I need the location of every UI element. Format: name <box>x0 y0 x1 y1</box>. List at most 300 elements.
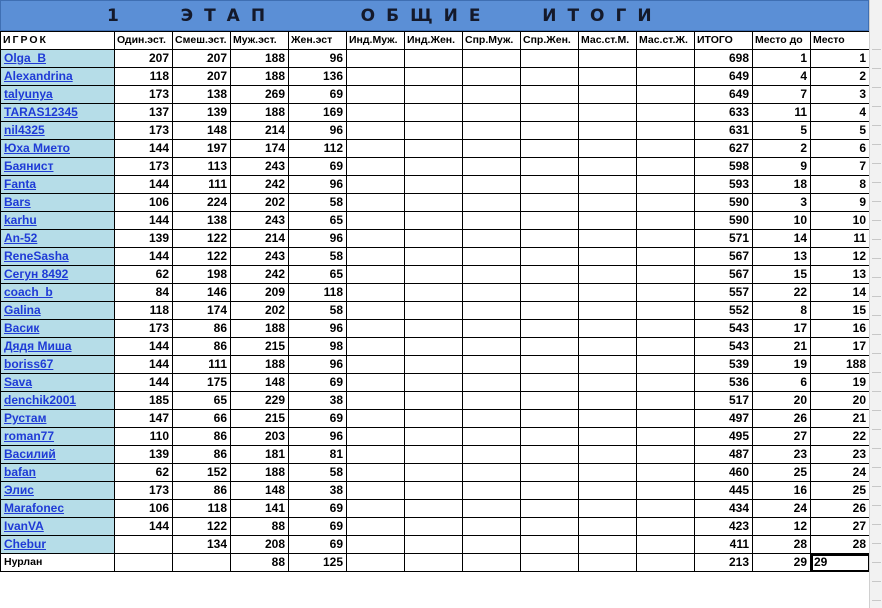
score-cell[interactable]: 24 <box>811 464 870 482</box>
player-name-cell[interactable]: bafan <box>1 464 115 482</box>
score-cell[interactable]: 20 <box>811 392 870 410</box>
column-header[interactable]: Мас.ст.Ж. <box>637 32 695 50</box>
score-cell[interactable]: 69 <box>289 536 347 554</box>
score-cell[interactable]: 497 <box>695 410 753 428</box>
score-cell[interactable] <box>637 338 695 356</box>
score-cell[interactable]: 215 <box>231 410 289 428</box>
player-name-cell[interactable]: Сегун 8492 <box>1 266 115 284</box>
score-cell[interactable] <box>463 320 521 338</box>
score-cell[interactable]: 214 <box>231 230 289 248</box>
player-name-cell[interactable]: Chebur <box>1 536 115 554</box>
score-cell[interactable]: 88 <box>231 518 289 536</box>
score-cell[interactable] <box>463 212 521 230</box>
score-cell[interactable] <box>405 248 463 266</box>
score-cell[interactable]: 23 <box>753 446 811 464</box>
score-cell[interactable] <box>579 248 637 266</box>
score-cell[interactable] <box>347 194 405 212</box>
score-cell[interactable] <box>579 320 637 338</box>
score-cell[interactable]: 28 <box>753 536 811 554</box>
score-cell[interactable]: 627 <box>695 140 753 158</box>
score-cell[interactable] <box>579 446 637 464</box>
score-cell[interactable] <box>579 266 637 284</box>
score-cell[interactable]: 15 <box>753 266 811 284</box>
column-header[interactable]: Место <box>811 32 870 50</box>
score-cell[interactable]: 10 <box>753 212 811 230</box>
score-cell[interactable] <box>405 482 463 500</box>
score-cell[interactable] <box>347 212 405 230</box>
score-cell[interactable]: 202 <box>231 194 289 212</box>
score-cell[interactable] <box>463 428 521 446</box>
score-cell[interactable] <box>347 302 405 320</box>
score-cell[interactable]: 25 <box>753 464 811 482</box>
score-cell[interactable] <box>405 554 463 572</box>
score-cell[interactable]: 96 <box>289 356 347 374</box>
score-cell[interactable] <box>463 140 521 158</box>
score-cell[interactable] <box>637 320 695 338</box>
score-cell[interactable] <box>637 122 695 140</box>
score-cell[interactable]: 152 <box>173 464 231 482</box>
score-cell[interactable] <box>521 536 579 554</box>
score-cell[interactable]: 213 <box>695 554 753 572</box>
score-cell[interactable] <box>521 248 579 266</box>
score-cell[interactable] <box>347 428 405 446</box>
score-cell[interactable]: 96 <box>289 122 347 140</box>
score-cell[interactable]: 7 <box>753 86 811 104</box>
score-cell[interactable] <box>347 140 405 158</box>
score-cell[interactable]: 207 <box>115 50 173 68</box>
score-cell[interactable]: 203 <box>231 428 289 446</box>
score-cell[interactable] <box>637 302 695 320</box>
score-cell[interactable] <box>579 464 637 482</box>
score-cell[interactable]: 148 <box>231 482 289 500</box>
score-cell[interactable]: 567 <box>695 248 753 266</box>
score-cell[interactable]: 98 <box>289 338 347 356</box>
player-name-cell[interactable]: boriss67 <box>1 356 115 374</box>
selected-cell[interactable]: 29 <box>811 554 870 572</box>
score-cell[interactable] <box>637 284 695 302</box>
score-cell[interactable] <box>579 194 637 212</box>
score-cell[interactable]: 122 <box>173 518 231 536</box>
score-cell[interactable] <box>405 284 463 302</box>
score-cell[interactable]: 185 <box>115 392 173 410</box>
score-cell[interactable]: 539 <box>695 356 753 374</box>
score-cell[interactable]: 138 <box>173 212 231 230</box>
score-cell[interactable]: 7 <box>811 158 870 176</box>
score-cell[interactable] <box>347 518 405 536</box>
score-cell[interactable]: 81 <box>289 446 347 464</box>
score-cell[interactable] <box>463 500 521 518</box>
score-cell[interactable]: 26 <box>811 500 870 518</box>
column-header[interactable]: ИТОГО <box>695 32 753 50</box>
score-cell[interactable] <box>405 518 463 536</box>
score-cell[interactable]: 173 <box>115 86 173 104</box>
score-cell[interactable]: 598 <box>695 158 753 176</box>
score-cell[interactable]: 21 <box>811 410 870 428</box>
score-cell[interactable] <box>579 68 637 86</box>
score-cell[interactable]: 6 <box>811 140 870 158</box>
score-cell[interactable] <box>463 536 521 554</box>
score-cell[interactable] <box>347 122 405 140</box>
score-cell[interactable] <box>579 338 637 356</box>
score-cell[interactable] <box>463 410 521 428</box>
score-cell[interactable] <box>579 374 637 392</box>
score-cell[interactable] <box>637 158 695 176</box>
score-cell[interactable]: 134 <box>173 536 231 554</box>
score-cell[interactable]: 543 <box>695 320 753 338</box>
score-cell[interactable] <box>579 140 637 158</box>
score-cell[interactable]: 188 <box>231 104 289 122</box>
score-cell[interactable]: 243 <box>231 212 289 230</box>
score-cell[interactable]: 118 <box>289 284 347 302</box>
score-cell[interactable]: 38 <box>289 392 347 410</box>
player-name-cell[interactable]: Элис <box>1 482 115 500</box>
score-cell[interactable] <box>637 176 695 194</box>
score-cell[interactable] <box>521 500 579 518</box>
score-cell[interactable]: 148 <box>231 374 289 392</box>
score-cell[interactable] <box>115 554 173 572</box>
score-cell[interactable] <box>521 338 579 356</box>
column-header[interactable]: Место до <box>753 32 811 50</box>
player-name-cell[interactable]: TARAS12345 <box>1 104 115 122</box>
score-cell[interactable]: 106 <box>115 500 173 518</box>
score-cell[interactable] <box>347 68 405 86</box>
score-cell[interactable]: 536 <box>695 374 753 392</box>
score-cell[interactable]: 113 <box>173 158 231 176</box>
score-cell[interactable]: 593 <box>695 176 753 194</box>
score-cell[interactable]: 144 <box>115 176 173 194</box>
score-cell[interactable]: 27 <box>811 518 870 536</box>
score-cell[interactable]: 69 <box>289 410 347 428</box>
score-cell[interactable] <box>637 248 695 266</box>
score-cell[interactable] <box>521 50 579 68</box>
score-cell[interactable]: 649 <box>695 86 753 104</box>
score-cell[interactable] <box>637 446 695 464</box>
score-cell[interactable] <box>521 230 579 248</box>
score-cell[interactable] <box>347 356 405 374</box>
score-cell[interactable] <box>347 176 405 194</box>
player-name-cell[interactable]: Баянист <box>1 158 115 176</box>
player-name-cell[interactable]: Olga_B <box>1 50 115 68</box>
column-header[interactable]: Жен.эст <box>289 32 347 50</box>
score-cell[interactable] <box>347 410 405 428</box>
score-cell[interactable] <box>637 536 695 554</box>
score-cell[interactable]: 125 <box>289 554 347 572</box>
score-cell[interactable]: 188 <box>231 50 289 68</box>
score-cell[interactable] <box>347 266 405 284</box>
score-cell[interactable] <box>463 554 521 572</box>
score-cell[interactable] <box>637 194 695 212</box>
score-cell[interactable]: 26 <box>753 410 811 428</box>
score-cell[interactable]: 122 <box>173 230 231 248</box>
score-cell[interactable]: 17 <box>753 320 811 338</box>
score-cell[interactable] <box>579 410 637 428</box>
score-cell[interactable]: 118 <box>115 68 173 86</box>
score-cell[interactable] <box>347 446 405 464</box>
column-header[interactable]: Спр.Жен. <box>521 32 579 50</box>
score-cell[interactable] <box>347 158 405 176</box>
score-cell[interactable]: 22 <box>811 428 870 446</box>
score-cell[interactable] <box>579 212 637 230</box>
score-cell[interactable] <box>637 140 695 158</box>
score-cell[interactable] <box>347 374 405 392</box>
score-cell[interactable]: 27 <box>753 428 811 446</box>
score-cell[interactable] <box>521 464 579 482</box>
score-cell[interactable]: 110 <box>115 428 173 446</box>
score-cell[interactable]: 1 <box>753 50 811 68</box>
score-cell[interactable]: 22 <box>753 284 811 302</box>
player-name-cell[interactable]: Alexandrina <box>1 68 115 86</box>
score-cell[interactable]: 188 <box>231 356 289 374</box>
score-cell[interactable] <box>637 518 695 536</box>
score-cell[interactable] <box>637 86 695 104</box>
score-cell[interactable]: 23 <box>811 446 870 464</box>
score-cell[interactable]: 517 <box>695 392 753 410</box>
score-cell[interactable] <box>521 68 579 86</box>
score-cell[interactable] <box>463 176 521 194</box>
score-cell[interactable] <box>463 464 521 482</box>
column-header[interactable]: Мас.ст.М. <box>579 32 637 50</box>
player-name-cell[interactable]: ReneSasha <box>1 248 115 266</box>
score-cell[interactable] <box>405 104 463 122</box>
score-cell[interactable]: 445 <box>695 482 753 500</box>
score-cell[interactable]: 122 <box>173 248 231 266</box>
score-cell[interactable]: 3 <box>811 86 870 104</box>
score-cell[interactable] <box>405 356 463 374</box>
score-cell[interactable]: 19 <box>753 356 811 374</box>
score-cell[interactable]: 58 <box>289 302 347 320</box>
score-cell[interactable] <box>347 338 405 356</box>
score-cell[interactable]: 69 <box>289 158 347 176</box>
score-cell[interactable] <box>521 410 579 428</box>
score-cell[interactable]: 698 <box>695 50 753 68</box>
score-cell[interactable]: 3 <box>753 194 811 212</box>
score-cell[interactable] <box>347 86 405 104</box>
score-cell[interactable]: 69 <box>289 86 347 104</box>
score-cell[interactable]: 1 <box>811 50 870 68</box>
score-cell[interactable] <box>521 482 579 500</box>
score-cell[interactable]: 62 <box>115 464 173 482</box>
score-cell[interactable] <box>173 554 231 572</box>
score-cell[interactable] <box>637 104 695 122</box>
column-header[interactable]: Муж.эст. <box>231 32 289 50</box>
score-cell[interactable]: 144 <box>115 338 173 356</box>
score-cell[interactable] <box>579 176 637 194</box>
score-cell[interactable]: 188 <box>231 320 289 338</box>
score-cell[interactable]: 207 <box>173 68 231 86</box>
player-name-cell[interactable]: Дядя Миша <box>1 338 115 356</box>
score-cell[interactable]: 86 <box>173 482 231 500</box>
score-cell[interactable] <box>579 428 637 446</box>
score-cell[interactable]: 118 <box>115 302 173 320</box>
score-cell[interactable]: 202 <box>231 302 289 320</box>
score-cell[interactable] <box>347 500 405 518</box>
score-cell[interactable] <box>521 86 579 104</box>
score-cell[interactable]: 214 <box>231 122 289 140</box>
score-cell[interactable]: 29 <box>753 554 811 572</box>
score-cell[interactable] <box>405 464 463 482</box>
score-cell[interactable]: 144 <box>115 374 173 392</box>
score-cell[interactable]: 144 <box>115 248 173 266</box>
score-cell[interactable]: 118 <box>173 500 231 518</box>
score-cell[interactable]: 139 <box>115 230 173 248</box>
column-header[interactable]: Один.эст. <box>115 32 173 50</box>
score-cell[interactable]: 487 <box>695 446 753 464</box>
score-cell[interactable] <box>579 482 637 500</box>
score-cell[interactable]: 28 <box>811 536 870 554</box>
score-cell[interactable]: 10 <box>811 212 870 230</box>
score-cell[interactable] <box>637 212 695 230</box>
score-cell[interactable] <box>463 266 521 284</box>
score-cell[interactable] <box>637 374 695 392</box>
score-cell[interactable]: 12 <box>753 518 811 536</box>
score-cell[interactable]: 631 <box>695 122 753 140</box>
score-cell[interactable]: 96 <box>289 428 347 446</box>
player-name-cell[interactable]: coach_b <box>1 284 115 302</box>
score-cell[interactable] <box>521 194 579 212</box>
score-cell[interactable] <box>521 374 579 392</box>
score-cell[interactable] <box>521 104 579 122</box>
score-cell[interactable]: 188 <box>231 68 289 86</box>
score-cell[interactable]: 18 <box>753 176 811 194</box>
score-cell[interactable] <box>405 536 463 554</box>
score-cell[interactable]: 557 <box>695 284 753 302</box>
score-cell[interactable] <box>405 320 463 338</box>
score-cell[interactable]: 209 <box>231 284 289 302</box>
score-cell[interactable] <box>463 518 521 536</box>
score-cell[interactable] <box>347 320 405 338</box>
score-cell[interactable] <box>347 392 405 410</box>
score-cell[interactable] <box>637 356 695 374</box>
score-cell[interactable] <box>405 500 463 518</box>
score-cell[interactable] <box>463 248 521 266</box>
score-cell[interactable]: 12 <box>811 248 870 266</box>
score-cell[interactable] <box>463 356 521 374</box>
score-cell[interactable]: 4 <box>811 104 870 122</box>
score-cell[interactable]: 25 <box>811 482 870 500</box>
score-cell[interactable] <box>347 230 405 248</box>
score-cell[interactable] <box>521 140 579 158</box>
score-cell[interactable]: 173 <box>115 158 173 176</box>
player-name-cell[interactable]: An-52 <box>1 230 115 248</box>
score-cell[interactable]: 69 <box>289 518 347 536</box>
score-cell[interactable]: 9 <box>753 158 811 176</box>
score-cell[interactable]: 495 <box>695 428 753 446</box>
score-cell[interactable] <box>463 50 521 68</box>
score-cell[interactable] <box>463 482 521 500</box>
score-cell[interactable]: 62 <box>115 266 173 284</box>
score-cell[interactable]: 411 <box>695 536 753 554</box>
score-cell[interactable] <box>463 122 521 140</box>
score-cell[interactable]: 197 <box>173 140 231 158</box>
score-cell[interactable]: 138 <box>173 86 231 104</box>
score-cell[interactable] <box>405 230 463 248</box>
player-name-cell[interactable]: denchik2001 <box>1 392 115 410</box>
score-cell[interactable] <box>347 248 405 266</box>
score-cell[interactable] <box>637 410 695 428</box>
score-cell[interactable] <box>521 392 579 410</box>
score-cell[interactable] <box>637 482 695 500</box>
score-cell[interactable] <box>579 500 637 518</box>
score-cell[interactable]: 66 <box>173 410 231 428</box>
score-cell[interactable] <box>463 68 521 86</box>
column-header[interactable]: ИГРОК <box>1 32 115 50</box>
score-cell[interactable]: 242 <box>231 266 289 284</box>
score-cell[interactable] <box>405 428 463 446</box>
score-cell[interactable] <box>463 392 521 410</box>
score-cell[interactable]: 173 <box>115 320 173 338</box>
score-cell[interactable] <box>405 338 463 356</box>
score-cell[interactable] <box>579 392 637 410</box>
score-cell[interactable]: 208 <box>231 536 289 554</box>
score-cell[interactable]: 16 <box>753 482 811 500</box>
score-cell[interactable] <box>405 176 463 194</box>
score-cell[interactable] <box>637 68 695 86</box>
player-name-cell[interactable]: nil4325 <box>1 122 115 140</box>
score-cell[interactable]: 21 <box>753 338 811 356</box>
score-cell[interactable]: 137 <box>115 104 173 122</box>
score-cell[interactable]: 243 <box>231 158 289 176</box>
score-cell[interactable] <box>405 302 463 320</box>
score-cell[interactable] <box>637 50 695 68</box>
score-cell[interactable]: 148 <box>173 122 231 140</box>
score-cell[interactable] <box>463 302 521 320</box>
score-cell[interactable]: 144 <box>115 212 173 230</box>
score-cell[interactable] <box>347 554 405 572</box>
score-cell[interactable] <box>463 446 521 464</box>
player-name-cell[interactable]: Васик <box>1 320 115 338</box>
score-cell[interactable] <box>347 482 405 500</box>
score-cell[interactable] <box>579 122 637 140</box>
score-cell[interactable]: 590 <box>695 212 753 230</box>
score-cell[interactable] <box>579 554 637 572</box>
player-name-cell[interactable]: Юха Мието <box>1 140 115 158</box>
score-cell[interactable]: 13 <box>753 248 811 266</box>
score-cell[interactable]: 243 <box>231 248 289 266</box>
score-cell[interactable]: 198 <box>173 266 231 284</box>
score-cell[interactable]: 633 <box>695 104 753 122</box>
score-cell[interactable]: 136 <box>289 68 347 86</box>
score-cell[interactable]: 96 <box>289 230 347 248</box>
score-cell[interactable]: 111 <box>173 176 231 194</box>
score-cell[interactable]: 19 <box>811 374 870 392</box>
score-cell[interactable]: 24 <box>753 500 811 518</box>
score-cell[interactable]: 96 <box>289 320 347 338</box>
score-cell[interactable]: 181 <box>231 446 289 464</box>
score-cell[interactable]: 58 <box>289 248 347 266</box>
score-cell[interactable]: 139 <box>115 446 173 464</box>
score-cell[interactable] <box>637 266 695 284</box>
score-cell[interactable]: 567 <box>695 266 753 284</box>
score-cell[interactable] <box>579 50 637 68</box>
score-cell[interactable]: 8 <box>811 176 870 194</box>
score-cell[interactable]: 14 <box>753 230 811 248</box>
player-name-cell[interactable]: roman77 <box>1 428 115 446</box>
score-cell[interactable] <box>347 536 405 554</box>
score-cell[interactable] <box>521 284 579 302</box>
player-name-cell[interactable]: Marafonec <box>1 500 115 518</box>
score-cell[interactable] <box>521 518 579 536</box>
score-cell[interactable]: 188 <box>231 464 289 482</box>
score-cell[interactable] <box>579 284 637 302</box>
score-cell[interactable]: 543 <box>695 338 753 356</box>
score-cell[interactable]: 144 <box>115 518 173 536</box>
player-name-cell[interactable]: Fanta <box>1 176 115 194</box>
score-cell[interactable] <box>463 86 521 104</box>
score-cell[interactable] <box>579 518 637 536</box>
score-cell[interactable]: 174 <box>231 140 289 158</box>
score-cell[interactable] <box>521 176 579 194</box>
score-cell[interactable]: 571 <box>695 230 753 248</box>
